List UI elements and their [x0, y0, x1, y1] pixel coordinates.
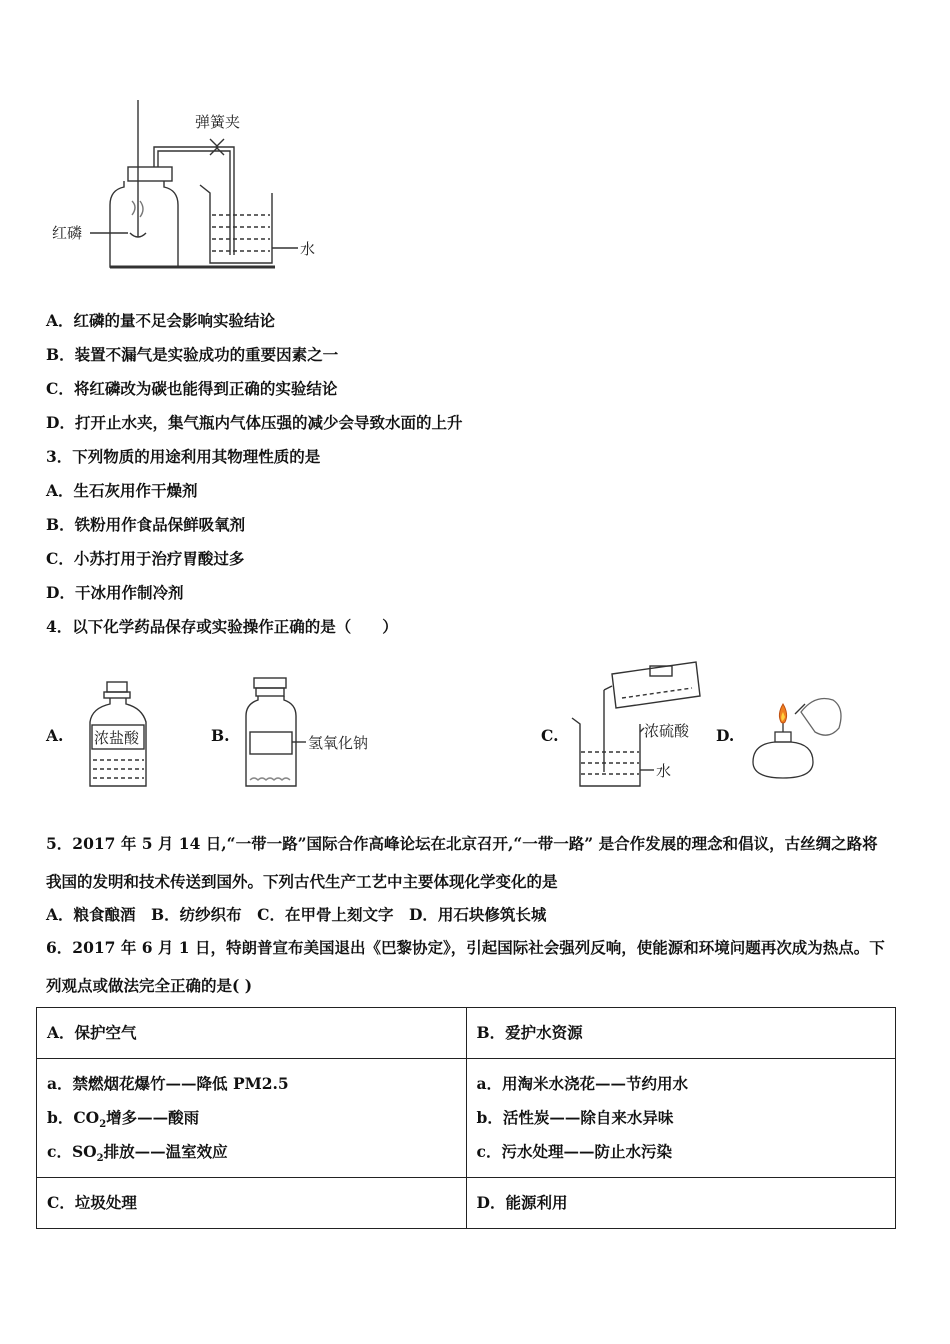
- dilute-acid-figure: [568, 660, 708, 790]
- q6-cell-d-header: [466, 1178, 896, 1229]
- q4-option-d-label: D.: [716, 726, 735, 745]
- q6-a-item-a: a．禁燃烟花爆竹——降低 PM2.5: [47, 1074, 289, 1093]
- q5-stem-line2: 我国的发明和技术传送到国外。下列古代生产工艺中主要体现化学变化的是: [46, 872, 558, 891]
- q6-options-table: [36, 1007, 896, 1229]
- q3-option-b: B．铁粉用作食品保鲜吸氧剂: [46, 515, 246, 534]
- water-beaker-label: 水: [656, 762, 672, 780]
- q6-stem-line1: 6．2017 年 6 月 1 日，特朗普宣布美国退出《巴黎协定》，引起国际社会强列反响，使能源和环境问题再次成为热点。下: [46, 938, 885, 957]
- q4-option-c-label: C.: [541, 726, 559, 745]
- bottle-b-label: 氢氧化钠: [308, 734, 369, 752]
- q4-option-b-label: B.: [211, 726, 230, 745]
- phosphorus-label: 红磷: [52, 224, 83, 242]
- q6-cell-b-header: [466, 1008, 896, 1059]
- q6-b-item-c: c．污水处理——防止水污染: [476, 1142, 672, 1161]
- bottle-a-label: 浓盐酸: [94, 729, 140, 747]
- q2-option-d: D．打开止水夹，集气瓶内气体压强的减少会导致水面的上升: [46, 413, 463, 432]
- q2-option-a: A．红磷的量不足会影响实验结论: [46, 311, 276, 330]
- q6-a-item-c-sub: 2: [96, 1153, 104, 1165]
- q6-a-item-c: [47, 1135, 456, 1169]
- q6-a-item-b-rest: 增多——酸雨: [106, 1108, 200, 1127]
- alcohol-lamp-figure: [745, 684, 845, 784]
- clip-label: 弹簧夹: [195, 113, 241, 131]
- q3-option-a: A．生石灰用作干燥剂: [46, 481, 198, 500]
- q3-option-c: C．小苏打用于治疗胃酸过多: [46, 549, 245, 568]
- sodium-hydroxide-bottle-figure: [240, 676, 390, 791]
- water-label: 水: [300, 240, 316, 258]
- acid-label: 浓硫酸: [644, 722, 690, 740]
- q6-d-header: D．能源利用: [476, 1193, 568, 1212]
- q6-cell-a-header: [37, 1008, 467, 1059]
- q6-cell-c-header: [37, 1178, 467, 1229]
- q6-a-item-c-rest: 排放——温室效应: [103, 1142, 228, 1161]
- q4-option-a-label: A.: [46, 726, 64, 745]
- q6-b-item-b: b．活性炭——除自来水异味: [476, 1108, 674, 1127]
- q4-stem: 4．以下化学药品保存或实验操作正确的是（ ）: [46, 617, 398, 636]
- q6-a-item-c-text: c．SO: [47, 1142, 97, 1161]
- hydrochloric-acid-bottle-figure: [84, 680, 154, 790]
- q5-stem-line1: 5．2017 年 5 月 14 日,“一带一路”国际合作高峰论坛在北京召开,“一带一路” 是合作发展的理念和倡议，古丝绸之路将: [46, 834, 878, 853]
- q6-stem-line2: 列观点或做法完全正确的是( ): [46, 976, 253, 995]
- q5-options: A．粮食酿酒 B．纺纱织布 C．在甲骨上刻文字 D．用石块修筑长城: [46, 905, 547, 924]
- q6-c-header: C．垃圾处理: [47, 1193, 137, 1212]
- q6-cell-a-items: [37, 1059, 467, 1178]
- q3-option-d: D．干冰用作制冷剂: [46, 583, 184, 602]
- q6-a-item-b: [47, 1101, 456, 1135]
- q2-option-c: C．将红磷改为碳也能得到正确的实验结论: [46, 379, 338, 398]
- q6-a-item-b-text: b．CO: [47, 1108, 100, 1127]
- q6-b-header: B．爱护水资源: [476, 1023, 583, 1042]
- red-phosphorus-apparatus-figure: [40, 95, 340, 280]
- q3-stem: 3．下列物质的用途利用其物理性质的是: [46, 447, 321, 466]
- q6-a-item-b-sub: 2: [99, 1119, 107, 1131]
- q2-option-b: B．装置不漏气是实验成功的重要因素之一: [46, 345, 339, 364]
- q6-a-header: A．保护空气: [47, 1023, 137, 1042]
- q6-cell-b-items: [466, 1059, 896, 1178]
- q6-b-item-a: a．用淘米水浇花——节约用水: [476, 1074, 689, 1093]
